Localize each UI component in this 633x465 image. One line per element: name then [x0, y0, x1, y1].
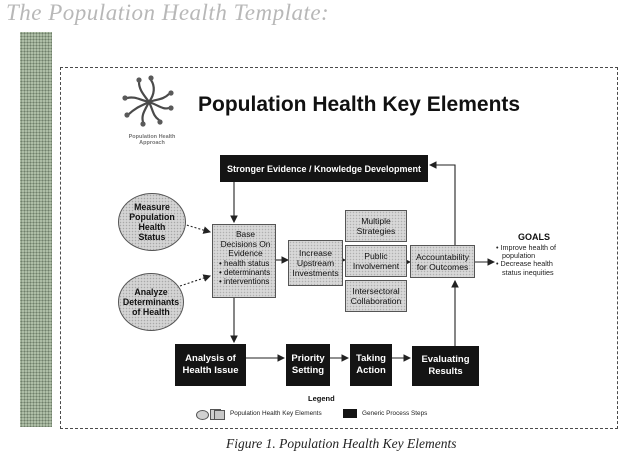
public-involvement-box: [345, 245, 407, 277]
process-step-label: Evaluating Results: [421, 354, 470, 377]
upstream-investments-box: [288, 240, 343, 286]
legend-dark-swatch: [343, 409, 357, 418]
decorative-stripe: [20, 32, 52, 427]
base-decisions-title: Base Decisions On Evidence: [220, 229, 271, 259]
legend-oval-swatch: [196, 410, 209, 420]
process-step-label: Analysis of Health Issue: [182, 353, 239, 376]
page-heading: The Population Health Template:: [6, 0, 330, 25]
list-item: • determinants: [219, 268, 272, 277]
goals-title: GOALS: [517, 232, 550, 242]
top-evidence-box: [220, 155, 428, 182]
oval-analyze-determinants: [118, 273, 184, 331]
goals-block: [496, 232, 572, 277]
legend-square-swatch: [214, 410, 225, 420]
list-item: • interventions: [219, 277, 272, 286]
list-item: • Decrease health status inequities: [496, 260, 572, 276]
list-item: • health status: [219, 259, 272, 268]
multiple-strategies-box: [345, 210, 407, 242]
oval-measure-health-status: [118, 193, 186, 251]
figure-caption: Figure 1. Population Health Key Elements: [226, 436, 457, 451]
public-involvement-label: Public Involvement: [352, 251, 400, 271]
process-step-label: Priority Setting: [291, 353, 325, 376]
process-step-analysis: [175, 344, 246, 386]
legend-key-elements: Population Health Key Elements: [230, 410, 322, 417]
accountability-box: [410, 245, 475, 278]
process-step-priority: [286, 344, 330, 386]
multiple-strategies-label: Multiple Strategies: [356, 216, 396, 236]
diagram-title: Population Health Key Elements: [198, 93, 521, 116]
goals-list: [496, 244, 572, 277]
oval-analyze-label: Analyze Determinants of Health: [122, 287, 180, 317]
legend-title: Legend: [308, 394, 335, 403]
logo-text: Population Health Approach: [128, 134, 176, 146]
base-decisions-list: [219, 259, 272, 286]
legend-generic-steps: Generic Process Steps: [362, 410, 428, 417]
top-evidence-label: Stronger Evidence / Knowledge Development: [226, 163, 422, 174]
list-item: • Improve health of population: [496, 244, 572, 260]
intersectoral-label: Intersectoral Collaboration: [350, 286, 402, 306]
oval-measure-label: Measure Population Health Status: [129, 202, 175, 242]
accountability-label: Accountability for Outcomes: [415, 251, 470, 272]
base-decisions-box: [212, 224, 276, 298]
process-step-action: [350, 344, 392, 386]
intersectoral-collaboration-box: [345, 280, 407, 312]
upstream-label: Increase Upstream Investments: [292, 248, 339, 278]
process-step-label: Taking Action: [356, 353, 386, 376]
process-step-evaluating: [412, 346, 479, 386]
